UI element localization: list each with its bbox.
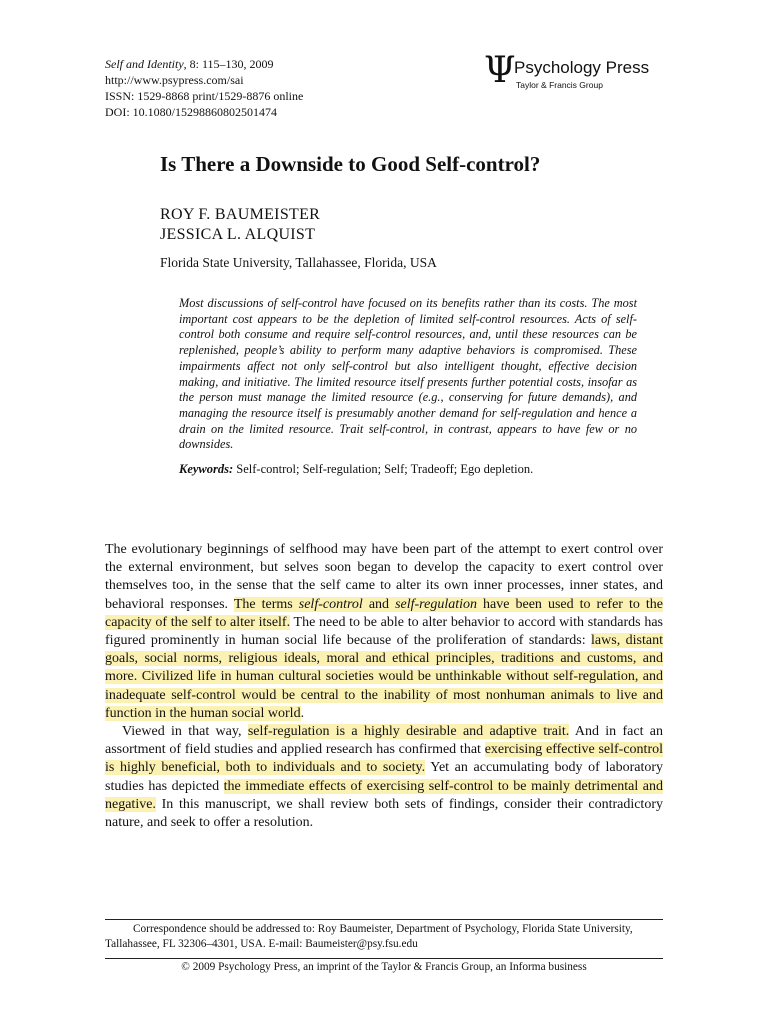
highlight[interactable]: The terms self-control and self-regulation have been used to refer to the capacity of the self to alter itself.	[105, 596, 664, 630]
journal-url[interactable]: http://www.psypress.com/sai	[105, 73, 244, 87]
publisher-name: Psychology Press	[514, 58, 650, 77]
keywords	[179, 461, 533, 477]
journal-name: Self and Identity	[105, 57, 184, 71]
journal-issn: ISSN: 1529-8868 print/1529-8876 online	[105, 89, 304, 103]
highlight[interactable]: the immediate effects of exercising self-control to be mainly detrimental and negative.	[105, 778, 664, 812]
journal-citation: Self and Identity, 8: 115–130, 2009	[105, 57, 274, 71]
publisher-group: Taylor & Francis Group	[516, 80, 603, 90]
journal-header	[105, 56, 303, 120]
body-paragraph: Viewed in that way, self-regulation is a highly desirable and adaptive trait. And in fact an assortment of field studies and applied research has confirmed that exercising effective self-control is highly beneficial, both to individuals and to society. Yet an accumulating body of laboratory studies has depicted the immediate effects of exercising self-control to be mainly detrimental and negative. In this manuscript, we shall review both sets of findings, consider their contradictory nature, and seek to offer a resolution.	[105, 724, 664, 831]
journal-doi: DOI: 10.1080/15298860802501474	[105, 105, 277, 119]
article-title: Is There a Downside to Good Self-control?	[160, 152, 541, 176]
keywords-text: Self-control; Self-regulation; Self; Tradeoff; Ego depletion.	[233, 462, 534, 476]
author-affiliation: Florida State University, Tallahassee, Florida, USA	[160, 255, 437, 270]
copyright-text: © 2009 Psychology Press, an imprint of the Taylor & Francis Group, an Informa business	[181, 961, 587, 973]
author-list	[160, 205, 320, 245]
article-body	[105, 541, 663, 832]
body-paragraph: The evolutionary beginnings of selfhood may have been part of the attempt to exert control over the external environment, but selves soon began to develop the capacity to exert control over themselves too, in the sense that the self came to alter its own inner processes, inner states, and behavioral responses. The terms self-control and self-regulation have been used to refer to the capacity of the self to alter itself. The need to be able to alter behavior to accord with standards has figured prominently in human social life because of the proliferation of standards: laws, distant goals, social norms, religious ideals, moral and ethical principles, traditions and customs, and more. Civilized life in human cultural societies would be unthinkable without self-regulation, and inadequate self-control would be central to the inability of most nonhuman animals to live and function in the human social world.	[105, 542, 664, 721]
copyright-line	[105, 960, 663, 975]
highlight[interactable]: self-regulation is a highly desirable and adaptive trait.	[247, 724, 570, 740]
psi-icon: Ψ	[484, 50, 516, 91]
footnote-divider	[105, 919, 663, 920]
author-name: ROY F. BAUMEISTER	[160, 206, 321, 223]
copyright-divider	[105, 958, 663, 959]
footnote-text: Correspondence should be addressed to: Roy Baumeister, Department of Psychology, Florida State University, Tallahassee, FL 32306–4301, USA. E-mail: Baumeister@psy.fsu.edu	[105, 923, 633, 950]
keywords-label: Keywords:	[179, 462, 234, 476]
correspondence-footnote	[105, 922, 663, 952]
publisher-logo	[484, 50, 674, 93]
highlight[interactable]: exercising effective self-control is highly beneficial, both to individuals and to society.	[105, 742, 663, 776]
author-name: JESSICA L. ALQUIST	[160, 226, 316, 243]
highlight[interactable]: laws, distant goals, social norms, religious ideals, moral and ethical principles, traditions and customs, and more. Civilized life in human cultural societies would be unthinkable without self-regulation, and inadequate self-control would be central to the inability of most nonhuman animals to live and function in the human social world	[105, 633, 663, 721]
abstract: Most discussions of self-control have focused on its benefits rather than its costs. The most important cost appears to be the depletion of limited self-control resources. Acts of self-control both consume and require self-control resources, and, until these resources can be replenished, people’s ability to perform many adaptive behaviors is compromised. These impairments affect not only self-control but also intelligent thought, effective decision making, and initiative. The limited resource itself presents further potential costs, insofar as the person must manage the limited resource (e.g., conserving for future demands), and managing the resource itself is presumably another demand for self-regulation and hence a drain on the limited resource. Trait self-control, in contrast, appears to have few or no downsides.	[179, 296, 637, 452]
